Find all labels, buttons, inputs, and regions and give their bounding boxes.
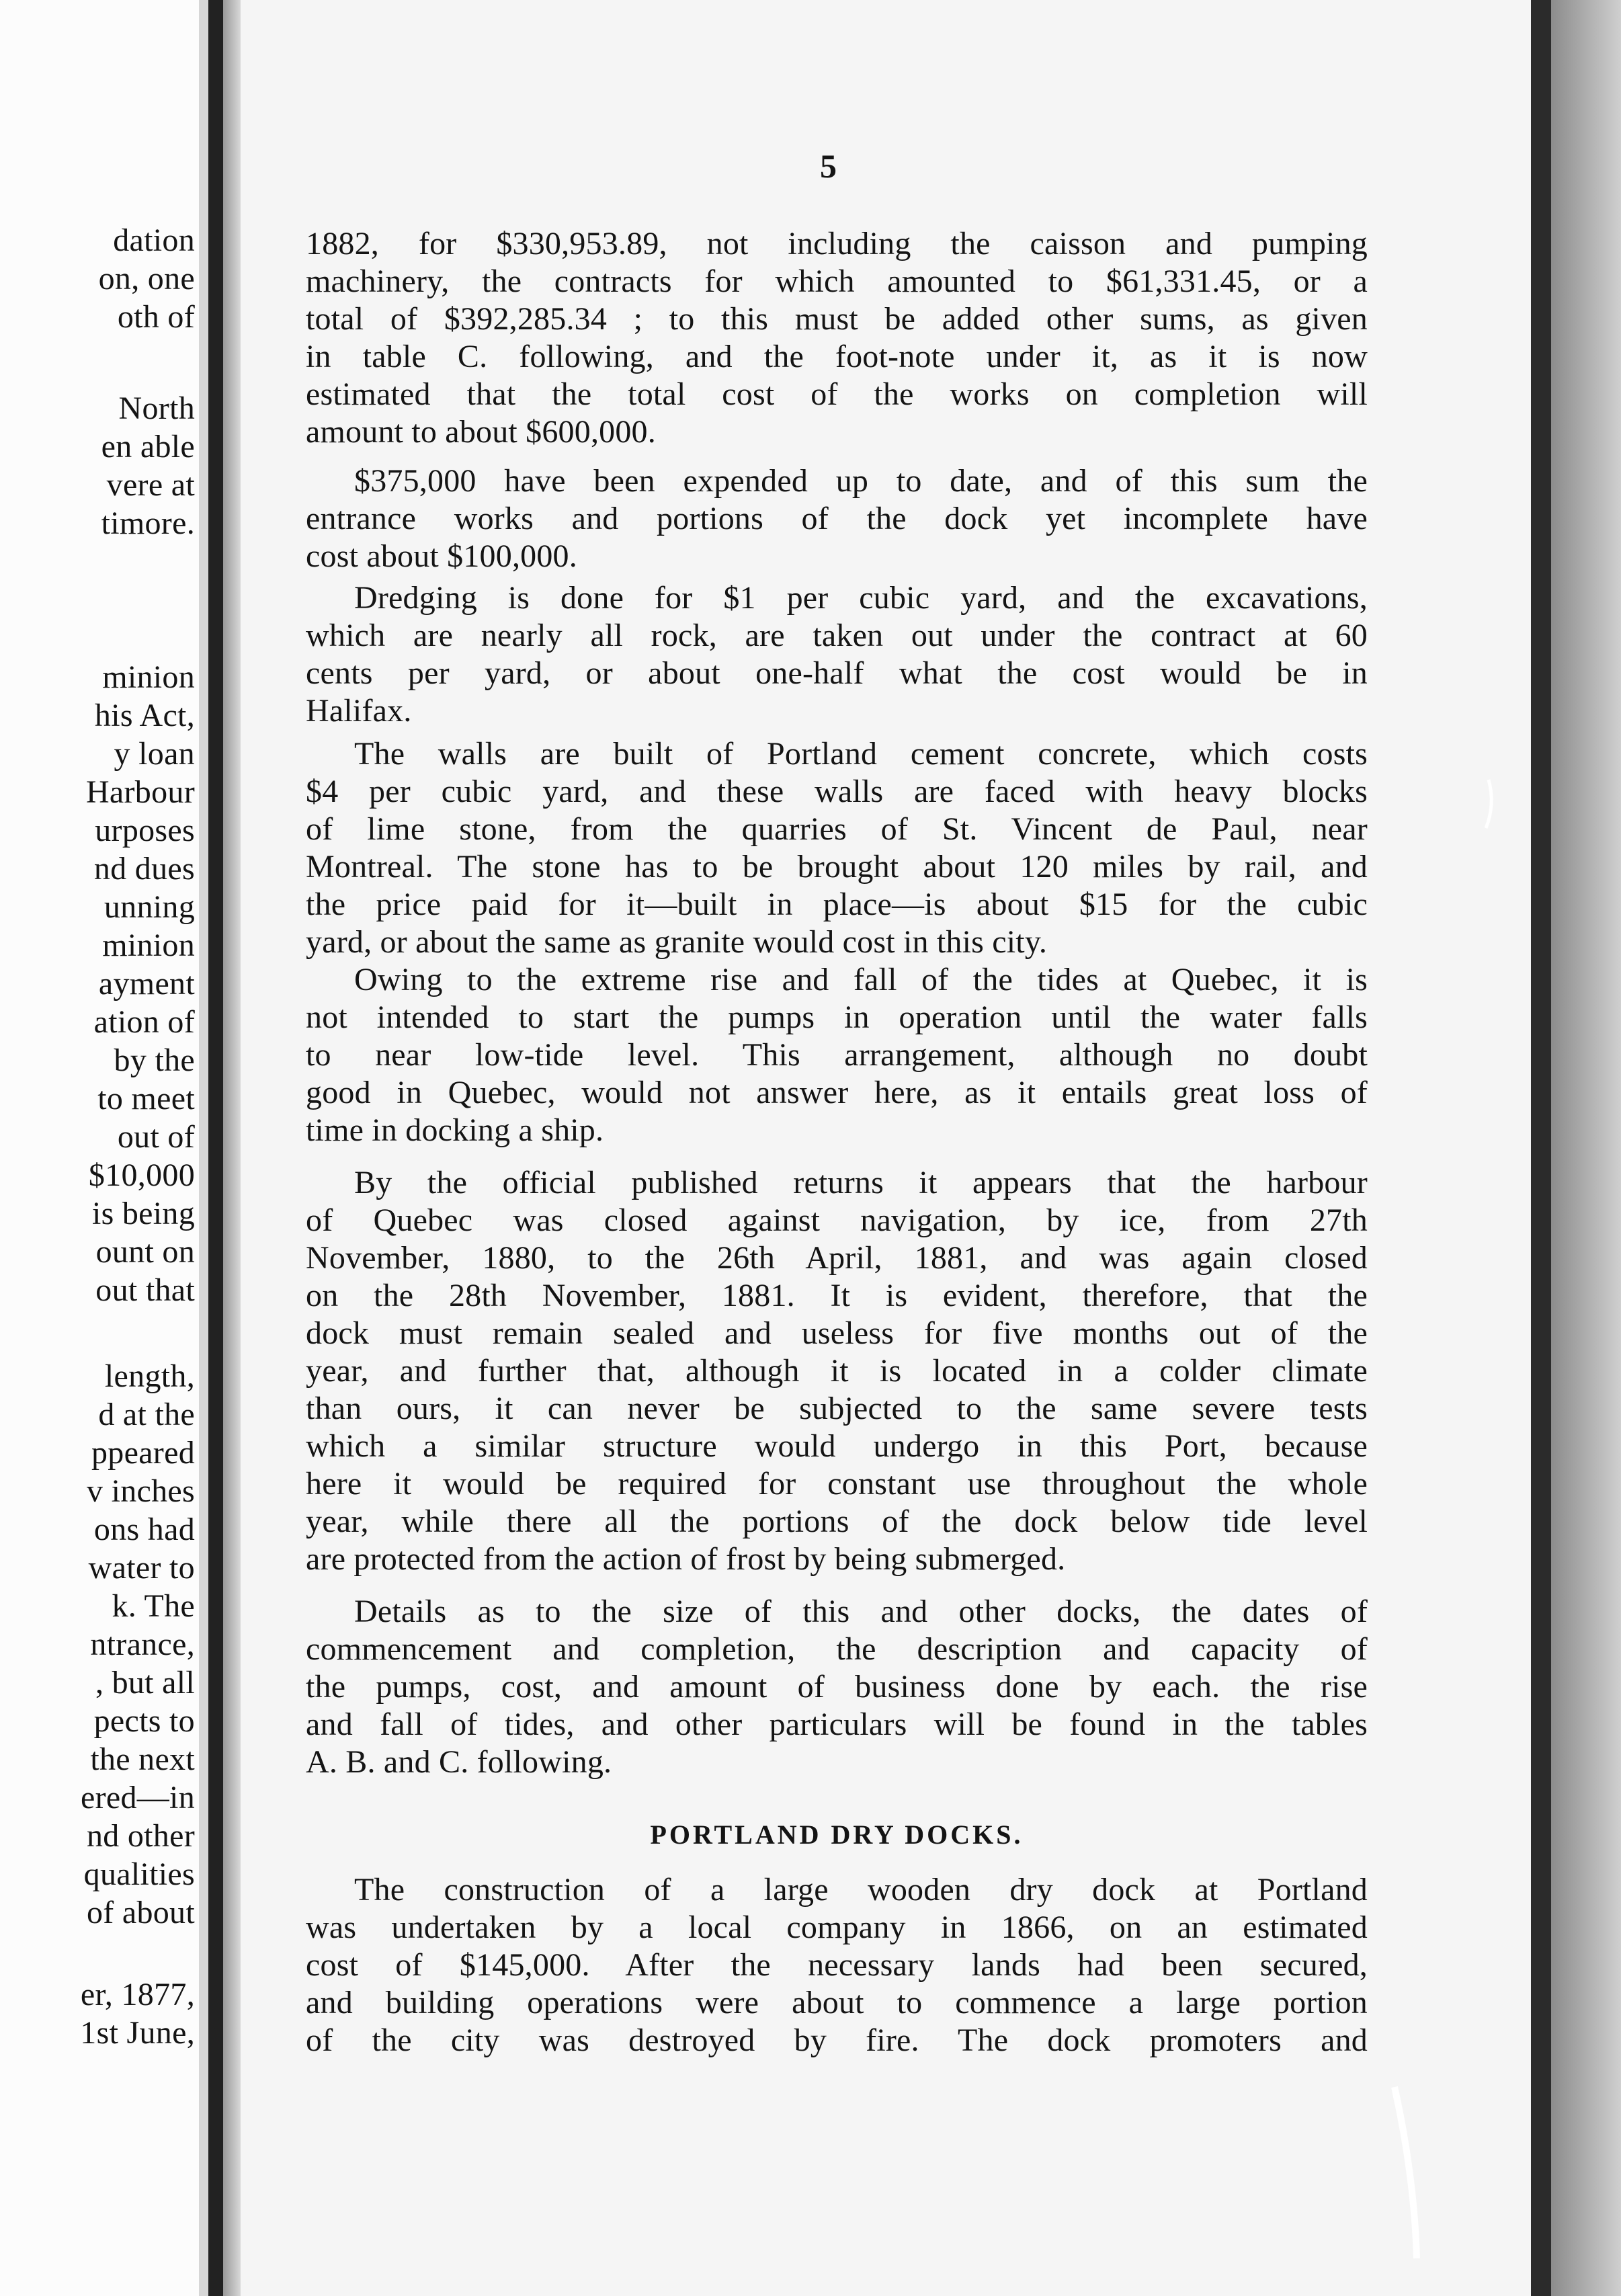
text-line: not intended to start the pumps in operation until the water falls xyxy=(306,999,1368,1035)
left-page-line: the next xyxy=(90,1741,195,1777)
left-page-line: on, one xyxy=(98,261,195,296)
text-line: are protected from the action of frost by being submerged. xyxy=(306,1541,1066,1577)
left-page-line: vere at xyxy=(106,467,195,503)
text-line: which a similar structure would undergo in this Port, because xyxy=(306,1428,1368,1464)
text-line: and fall of tides, and other particulars will be found in the tables xyxy=(306,1707,1368,1742)
left-page-line: North xyxy=(118,391,195,426)
text-line: estimated that the total cost of the works on completion will xyxy=(306,376,1368,412)
left-page-line: , but all xyxy=(95,1665,195,1700)
text-line: time in docking a ship. xyxy=(306,1112,604,1148)
binding-gutter-gradient xyxy=(223,0,241,2296)
text-line: $375,000 have been expended up to date, and of this sum the xyxy=(354,463,1368,499)
left-page-line: his Act, xyxy=(94,698,195,733)
page-edge-dark xyxy=(1531,0,1551,2296)
text-line: cost of $145,000. After the necessary lands had been secured, xyxy=(306,1947,1368,1983)
left-page-line: 1st June, xyxy=(80,2015,195,2051)
left-page-line: k. The xyxy=(112,1588,195,1624)
left-page-line: nd other xyxy=(86,1818,195,1854)
left-page-line: v inches xyxy=(86,1473,195,1509)
left-page-line: nd dues xyxy=(93,851,195,887)
text-line: was undertaken by a local company in 1866, on an estimated xyxy=(306,1910,1368,1945)
left-page-line: ation of xyxy=(93,1004,195,1040)
text-line: Owing to the extreme rise and fall of the tides at Quebec, it is xyxy=(354,962,1368,997)
left-page-line: ntrance, xyxy=(90,1627,195,1662)
text-line: Montreal. The stone has to be brought about 120 miles by rail, and xyxy=(306,849,1368,885)
text-line: year, while there all the portions of the dock below tide level xyxy=(306,1504,1368,1539)
left-page-line: er, 1877, xyxy=(80,1977,195,2012)
text-line: than ours, it can never be subjected to the same severe tests xyxy=(306,1391,1368,1426)
left-page-line: ered—in xyxy=(80,1780,195,1815)
text-line: cost about $100,000. xyxy=(306,538,577,574)
left-page-line: y loan xyxy=(114,736,195,772)
left-page-line: en able xyxy=(101,429,195,464)
left-page-line: unning xyxy=(103,889,195,925)
text-line: $4 per cubic yard, and these walls are faced with heavy blocks xyxy=(306,774,1368,809)
left-page-line: pects to xyxy=(93,1703,195,1739)
text-line: good in Quebec, would not answer here, as it entails great loss of xyxy=(306,1075,1368,1110)
text-line: in table C. following, and the foot-note under it, as it is now xyxy=(306,339,1368,374)
text-line: 1882, for $330,953.89, not including the caisson and pumping xyxy=(306,226,1368,261)
left-page-line: ayment xyxy=(98,966,195,1001)
text-line: total of $392,285.34 ; to this must be added other sums, as given xyxy=(306,301,1368,337)
text-line: November, 1880, to the 26th April, 1881, and was again closed xyxy=(306,1240,1368,1276)
left-page-line: to meet xyxy=(97,1081,195,1116)
left-page-line: ppeared xyxy=(91,1435,195,1471)
left-page-line: out of xyxy=(117,1119,195,1155)
left-page-line: timore. xyxy=(101,505,195,541)
binding-gutter-shadow xyxy=(199,0,208,2296)
text-line: entrance works and portions of the dock yet incomplete have xyxy=(306,501,1368,536)
text-line: A. B. and C. following. xyxy=(306,1744,612,1780)
left-page-line: $10,000 xyxy=(88,1157,195,1193)
left-page-line: out that xyxy=(95,1272,195,1308)
text-line: of the city was destroyed by fire. The dock promoters and xyxy=(306,2022,1368,2058)
text-line: which are nearly all rock, are taken out under the contract at 60 xyxy=(306,618,1368,653)
text-line: here it would be required for constant use throughout the whole xyxy=(306,1466,1368,1502)
binding-gutter-dark xyxy=(208,0,223,2296)
text-line: the pumps, cost, and amount of business done by each. the rise xyxy=(306,1669,1368,1705)
left-page-line: d at the xyxy=(98,1397,195,1432)
text-line: the price paid for it—built in place—is about $15 for the cubic xyxy=(306,887,1368,922)
left-page-line: minion xyxy=(102,928,195,963)
text-line: The walls are built of Portland cement concrete, which costs xyxy=(354,736,1368,772)
left-page-line: by the xyxy=(114,1042,195,1078)
left-page-line: water to xyxy=(88,1550,195,1586)
left-page-fragment xyxy=(0,0,202,2296)
text-line: By the official published returns it appears that the harbour xyxy=(354,1165,1368,1200)
left-page-line: Harbour xyxy=(85,774,195,810)
text-line: yard, or about the same as granite would cost in this city. xyxy=(306,924,1048,960)
left-page-line: ons had xyxy=(93,1512,195,1547)
text-line: and building operations were about to commence a large portion xyxy=(306,1985,1368,2020)
text-line: commencement and completion, the description and capacity of xyxy=(306,1631,1368,1667)
left-page-line: oth of xyxy=(117,299,195,335)
text-line: on the 28th November, 1881. It is evident, therefore, that the xyxy=(306,1278,1368,1313)
text-line: dock must remain sealed and useless for five months out of the xyxy=(306,1315,1368,1351)
left-page-line: length, xyxy=(104,1358,195,1394)
text-line: year, and further that, although it is located in a colder climate xyxy=(306,1353,1368,1389)
page-number: 5 xyxy=(820,147,837,185)
section-heading: PORTLAND DRY DOCKS. xyxy=(650,1819,1024,1850)
text-line: Details as to the size of this and other docks, the dates of xyxy=(354,1594,1368,1629)
left-page-line: qualities xyxy=(83,1856,195,1892)
left-page-line: of about xyxy=(86,1895,195,1930)
text-line: The construction of a large wooden dry dock at Portland xyxy=(354,1872,1368,1908)
left-page-line: dation xyxy=(113,222,195,258)
left-page-line: urposes xyxy=(95,813,195,848)
text-line: machinery, the contracts for which amounted to $61,331.45, or a xyxy=(306,263,1368,299)
text-line: amount to about $600,000. xyxy=(306,414,656,450)
text-line: of Quebec was closed against navigation, by ice, from 27th xyxy=(306,1202,1368,1238)
text-line: to near low-tide level. This arrangement, although no doubt xyxy=(306,1037,1368,1073)
text-line: cents per yard, or about one-half what the cost would be in xyxy=(306,655,1368,691)
page-edge-light xyxy=(1551,0,1621,2296)
left-page-line: ount on xyxy=(95,1234,195,1270)
left-page-line: minion xyxy=(102,659,195,695)
text-line: Dredging is done for $1 per cubic yard, and the excavations, xyxy=(354,580,1368,616)
text-line: of lime stone, from the quarries of St. Vincent de Paul, near xyxy=(306,811,1368,847)
left-page-line: is being xyxy=(91,1196,195,1231)
text-line: Halifax. xyxy=(306,693,412,729)
